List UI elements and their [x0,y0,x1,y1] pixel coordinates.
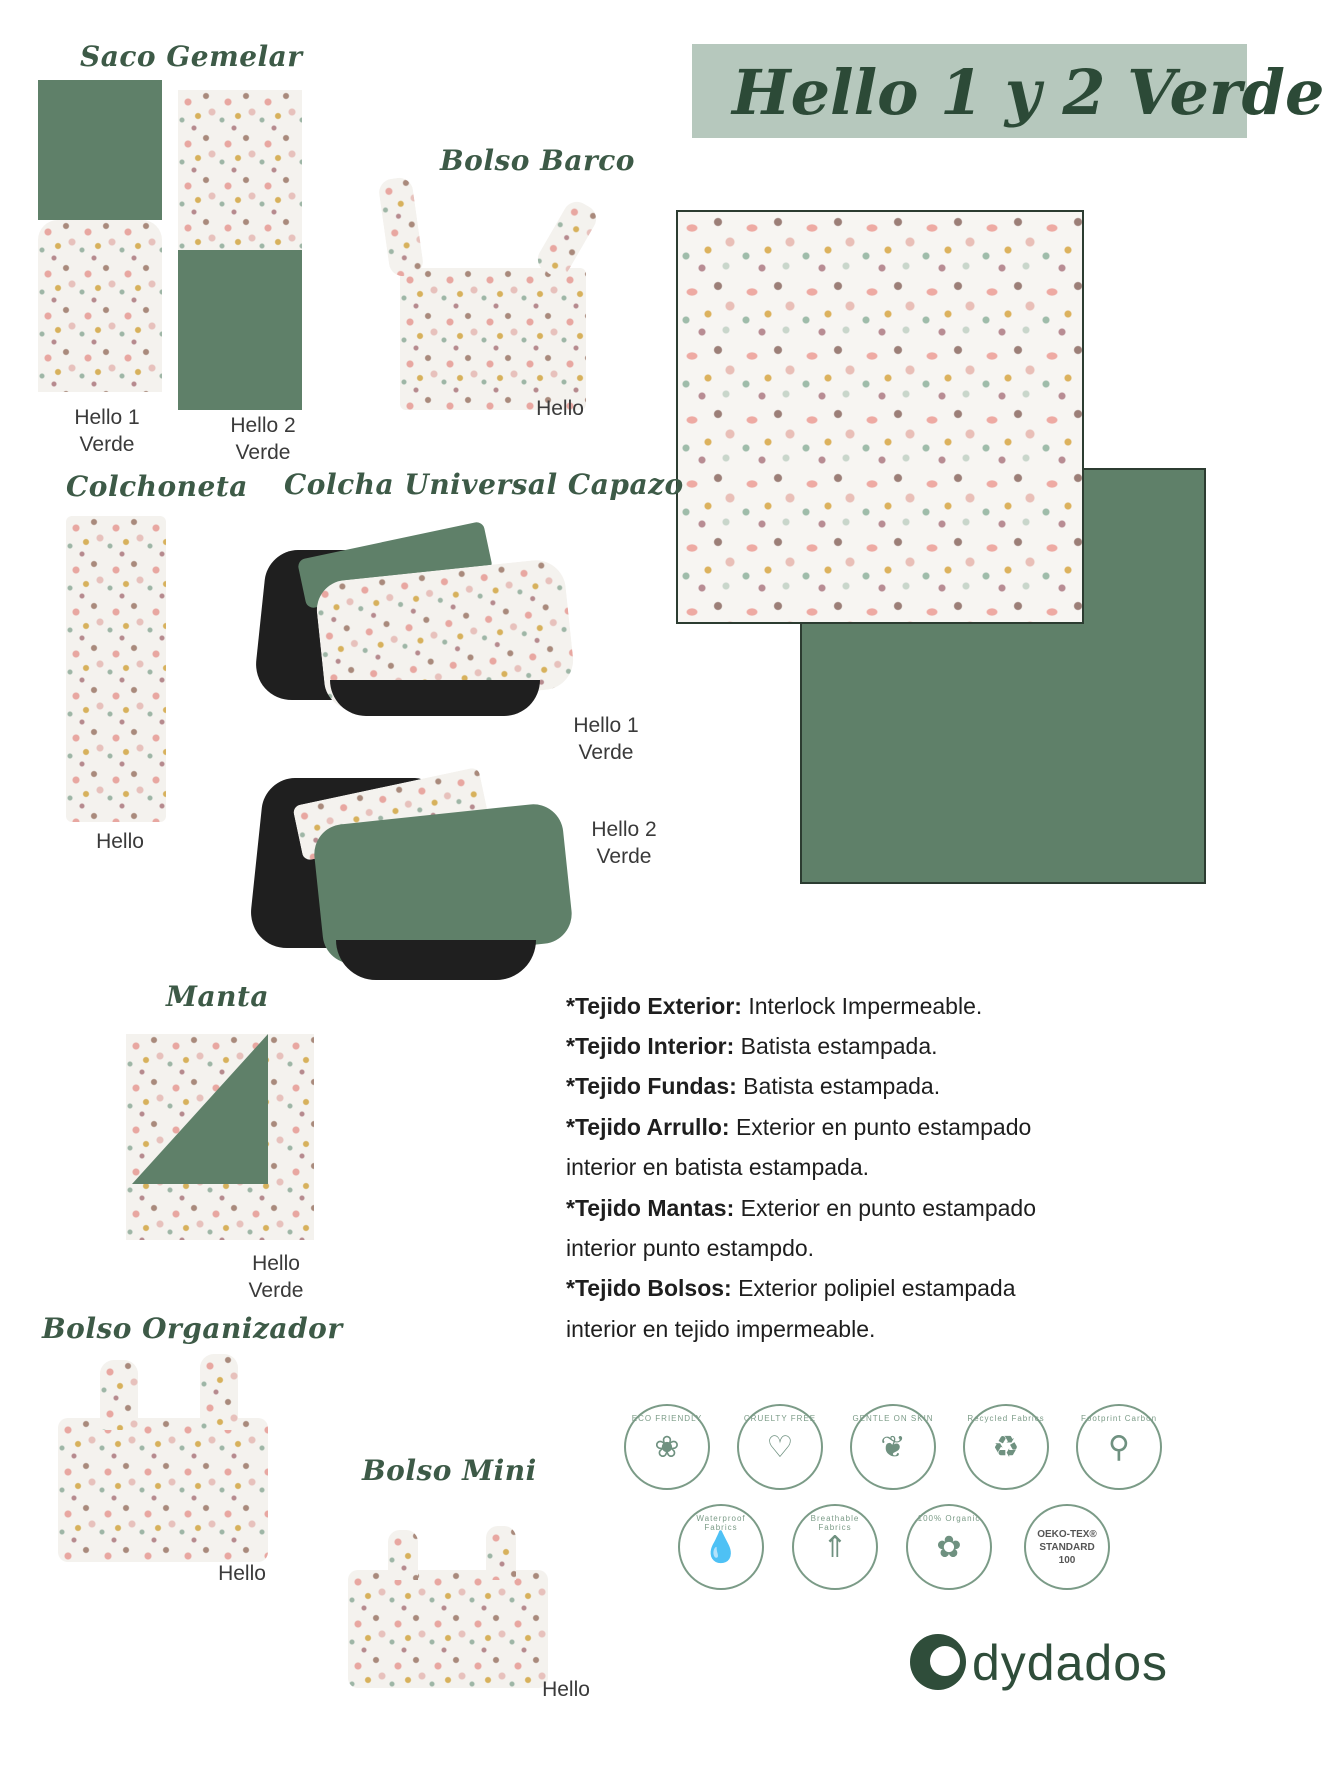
page-title: Hello 1 y 2 Verde [732,56,1324,129]
caption-manta: Hello Verde [248,1252,304,1302]
spec-line: *Tejido Fundas: Batista estampada. [566,1073,941,1099]
heading-saco-gemelar: Saco Gemelar [80,40,303,73]
caption-colchoneta: Hello [96,830,144,853]
bolso-barco-handle-left [377,176,424,278]
caption-saco-hello1: Hello 1 Verde [74,406,140,456]
spec-line: *Tejido Arrullo: Exterior en punto estampado [566,1114,1032,1140]
spec-line: interior en tejido impermeable. [566,1316,876,1342]
bolso-mini-image [348,1570,548,1688]
capazo-hello1-image [260,530,570,730]
waterproof-fabrics-icon: Waterproof Fabrics 💧 [678,1504,764,1590]
oeko-tex-icon: OEKO-TEX® STANDARD 100 [1024,1504,1110,1590]
spec-line: interior en batista estampada. [566,1154,870,1180]
heading-colchoneta: Colchoneta [66,470,248,503]
organic-cotton-icon: 100% Organic ✿ [906,1504,992,1590]
caption-capazo-hello2: Hello 2 Verde [591,818,657,868]
spec-line: *Tejido Exterior: Interlock Impermeable. [566,993,983,1019]
spec-line: *Tejido Bolsos: Exterior polipiel estampada [566,1275,1016,1301]
heading-bolso-mini: Bolso Mini [362,1454,537,1487]
recycled-fabrics-icon: Recycled Fabrics ♻ [963,1404,1049,1490]
caption-bolso-organizador: Hello [218,1562,266,1585]
caption-bolso-barco: Hello [536,397,584,420]
cruelty-free-icon: CRUELTY FREE ♡ [737,1404,823,1490]
capazo-hello2-image [256,756,576,992]
eco-friendly-icon: ECO FRIENDLY ❀ [624,1404,710,1490]
bolso-barco-handle-right [533,197,601,282]
spec-line: interior punto estampdo. [566,1235,815,1261]
mini-handle-right [486,1526,516,1580]
heading-bolso-organizador: Bolso Organizador [42,1312,343,1345]
title-banner [692,44,1324,138]
caption-capazo-hello1: Hello 1 Verde [573,714,639,764]
manta-image [126,1034,314,1240]
bolso-organizador-image [58,1418,268,1562]
caption-bolso-mini: Hello [542,1678,590,1701]
footprint-carbon-icon: Footprint Carbon ⚲ [1076,1404,1162,1490]
heading-bolso-barco: Bolso Barco [440,144,635,177]
saco-hello2-image [178,90,302,410]
spec-line: *Tejido Interior: Batista estampada. [566,1033,938,1059]
brand-name: dydados [972,1635,1169,1691]
mini-handle-left [388,1530,418,1580]
brand-logo-icon [910,1634,966,1690]
gentle-on-skin-icon: GENTLE ON SKIN ❦ [850,1404,936,1490]
floral-swatch [676,210,1084,624]
heading-colcha-universal: Colcha Universal Capazo [284,468,684,501]
breathable-fabrics-icon: Breathable Fabrics ⇑ [792,1504,878,1590]
organizador-handle-left [100,1360,138,1430]
heading-manta: Manta [166,980,270,1013]
organizador-handle-right [200,1354,238,1430]
spec-line: *Tejido Mantas: Exterior en punto estampado [566,1195,1037,1221]
bolso-barco-image [400,268,586,410]
colchoneta-image [66,516,166,822]
saco-hello1-image [38,80,162,392]
caption-saco-hello2: Hello 2 Verde [230,414,296,464]
